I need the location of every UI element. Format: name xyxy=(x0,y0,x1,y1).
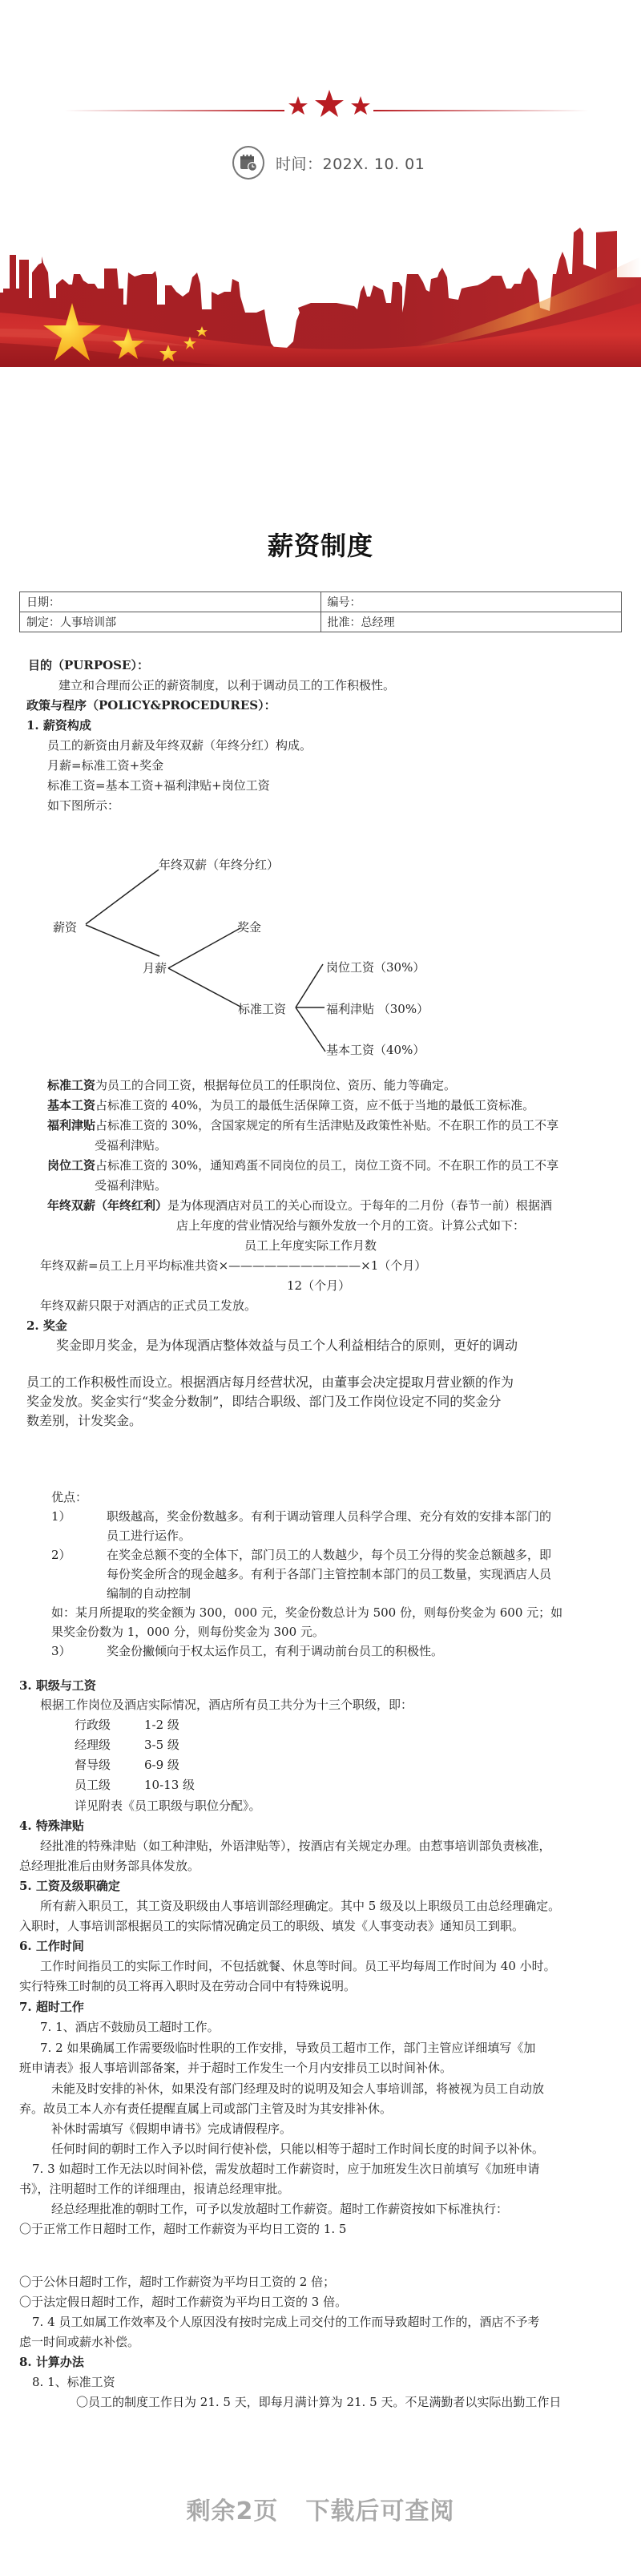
diagram-node-basic: 基本工资（40%） xyxy=(326,1043,425,1057)
s8-1: 8. 1、标准工资 xyxy=(32,2375,115,2389)
date-row xyxy=(232,145,425,180)
s4-line: 总经理批准后由财务部具体发放。 xyxy=(19,1859,200,1873)
remaining-pages-text: 剩余2页 xyxy=(186,2497,279,2526)
level-range: 6-9 级 xyxy=(144,1758,179,1772)
section-5-heading: 5. 工资及级职确定 xyxy=(19,1879,120,1893)
level-name: 行政级 xyxy=(75,1718,111,1732)
s6-line: 工作时间指员工的实际工作时间，不包括就餐、休息等时间。员工平均每周工作时间为 40 小时。 xyxy=(40,1959,556,1973)
s7-2c: 补休时需填写《假期申请书》完成请假程序。 xyxy=(51,2122,292,2136)
s7-1: 7. 1、酒店不鼓励员工超时工作。 xyxy=(40,2020,220,2034)
s7-2b: 弃。故员工本人亦有责任提醒直属上司或部门主管及时为其安排补休。 xyxy=(19,2102,393,2116)
star-icon xyxy=(315,90,344,117)
definition-welfare-cont: 受福利津贴。 xyxy=(95,1138,167,1153)
section-8-heading: 8. 计算办法 xyxy=(19,2355,84,2369)
diagram-node-salary: 薪资 xyxy=(53,920,78,935)
diagram-node-post: 岗位工资（30%） xyxy=(326,960,425,975)
definition-basic: 基本工资占标准工资的 40%，为员工的最低生活保障工资，应不低于当地的最低工资标准。 xyxy=(47,1098,535,1112)
s5-line: 入职时，人事培训部根据员工的实际情况确定员工的职级、填发《人事变动表》通知员工到职。 xyxy=(19,1919,525,1933)
definition-term: 标准工资 xyxy=(47,1078,96,1092)
diagram-edge xyxy=(296,964,323,1007)
s5-line: 所有薪入职员工，其工资及职级由人事培训部经理确定。其中 5 级及以上职级员工由总经理确定。 xyxy=(40,1899,561,1913)
s7-3b: 经总经理批准的朝时工作，可予以发放超时工作薪资。超时工作薪资按如下标准执行： xyxy=(51,2202,509,2216)
section-7-heading: 7. 超时工作 xyxy=(19,2000,84,2014)
overtime-rate: 〇于正常工作日超时工作，超时工作薪资为平均日工资的 1. 5 xyxy=(19,2222,347,2236)
advantage-item: 奖金份撇倾向于权太运作员工，有利于调动前台员工的积极性。 xyxy=(107,1644,444,1658)
advantage-number: 1） xyxy=(51,1509,71,1524)
s7-2: 班申请表》报人事培训部备案，并于超时工作发生一个月内安排员工以时间补休。 xyxy=(19,2061,453,2075)
diagram-edge xyxy=(86,870,159,924)
s2-paragraph: 奖金发放。奖金实行“奖金分数制”，即结合职级、部门及工作岗位设定不同的奖金分 xyxy=(26,1394,502,1409)
diagram-edge xyxy=(86,925,159,956)
s1-line: 月薪=标准工资+奖金 xyxy=(47,758,164,773)
definition-term: 岗位工资 xyxy=(47,1158,96,1173)
level-range: 3-5 级 xyxy=(144,1738,179,1752)
download-prompt[interactable] xyxy=(0,2491,641,2526)
s7-2d: 任何时间的朝时工作入予以时间行使补偿，只能以相等于超时工作时间长度的时间予以补休。 xyxy=(51,2142,545,2156)
purpose-heading: 目的（PURPOSE）： xyxy=(28,658,149,672)
definition-year-end: 年终双薪（年终红利）是为体现酒店对员工的关心而设立。于每年的二月份（春节一前）根据酒 xyxy=(47,1198,553,1213)
advantage-number: 2） xyxy=(51,1548,71,1562)
overtime-rate: 〇于法定假日超时工作，超时工作薪资为平均日工资的 3 倍。 xyxy=(19,2295,348,2309)
definition-post-cont: 受福利津贴。 xyxy=(95,1178,167,1193)
star-icon xyxy=(288,96,308,115)
s7-2b: 未能及时安排的补休，如果没有部门经理及时的说明及知会人事培训部，将被视为员工自动放 xyxy=(51,2081,545,2096)
purpose-text: 建立和合理而公正的薪资制度，以利于调动员工的工作积极性。 xyxy=(58,678,396,692)
s7-3: 7. 3 如超时工作无法以时间补偿，需发放超时工作薪资时，应于加班发生次日前填写《加班申请 xyxy=(32,2162,540,2176)
formula-denominator: 12（个月） xyxy=(287,1278,351,1293)
definition-term: 基本工资 xyxy=(47,1098,96,1112)
s1-line: 标准工资=基本工资+福利津贴+岗位工资 xyxy=(47,778,270,793)
year-end-note: 年终双薪只限于对酒店的正式员工发放。 xyxy=(40,1298,257,1313)
level-name: 督导级 xyxy=(75,1758,111,1772)
definition-post: 岗位工资占标准工资的 30%，通知鸡蛋不同岗位的员工，岗位工资不同。不在职工作的员工不享 xyxy=(47,1158,559,1173)
header-divider-right xyxy=(373,110,588,111)
formula-main: 年终双薪=员工上月平均标准共资×———————————×1（个月） xyxy=(40,1258,427,1273)
document-title: 薪资制度 xyxy=(267,531,373,561)
definition-term: 年终双薪（年终红利） xyxy=(47,1198,168,1213)
section-4-heading: 4. 特殊津贴 xyxy=(19,1819,84,1833)
section-1-heading: 1. 薪资构成 xyxy=(26,718,91,733)
s2-paragraph: 数差别，计发奖金。 xyxy=(26,1413,143,1428)
section-3-heading: 3. 职级与工资 xyxy=(19,1678,96,1693)
diagram-node-year-end: 年终双薪（年终分红） xyxy=(159,858,280,872)
s7-2: 7. 2 如果确属工作需要级临时性职的工作安排，导致员工超市工作，部门主管应详细填写《加 xyxy=(40,2041,536,2055)
s3-see-appendix: 详见附表《员工职级与职位分配》。 xyxy=(75,1799,261,1813)
advantages-label: 优点： xyxy=(51,1490,88,1504)
definition-standard: 标准工资为员工的合同工资，根据每位员工的任职岗位、资历、能力等确定。 xyxy=(47,1078,457,1092)
diagram-edge xyxy=(296,1007,325,1052)
salary-structure-diagram xyxy=(0,850,641,1066)
level-range: 10-13 级 xyxy=(144,1778,196,1792)
s3-intro: 根据工作岗位及酒店实际情况，酒店所有员工共分为十三个职级，即： xyxy=(40,1698,413,1712)
bonus-example: 果奖金份数为 1，000 分，则每份奖金为 300 元。 xyxy=(51,1625,325,1639)
level-range: 1-2 级 xyxy=(144,1718,179,1732)
diagram-edge xyxy=(168,968,240,1007)
diagram-node-standard: 标准工资 xyxy=(238,1002,287,1016)
s7-4: 7. 4 员工如属工作效率及个人原因没有按时完成上司交付的工作而导致超时工作的，酒店不予考 xyxy=(32,2315,540,2329)
section-6-heading: 6. 工作时间 xyxy=(19,1939,84,1953)
advantage-number: 3） xyxy=(51,1644,71,1658)
diagram-node-monthly: 月薪 xyxy=(143,961,167,975)
diagram-edge xyxy=(168,928,240,968)
advantage-item: 员工进行运作。 xyxy=(107,1528,191,1543)
s2-paragraph: 员工的工作积极性而设立。根据酒店每月经营状况，由董事会决定提取月营业额的作为 xyxy=(26,1375,514,1390)
skyline-banner-image xyxy=(0,208,641,367)
meta-approved-by: 批准：总经理 xyxy=(320,612,622,632)
level-name: 员工级 xyxy=(75,1778,111,1792)
s1-line: 员工的新资由月薪及年终双薪（年终分红）构成。 xyxy=(47,738,312,753)
section-2-heading: 2. 奖金 xyxy=(26,1318,67,1333)
overtime-rate: 〇于公休日超时工作，超时工作薪资为平均日工资的 2 倍； xyxy=(19,2275,336,2289)
s1-line: 如下图所示： xyxy=(47,798,120,813)
meta-number: 编号： xyxy=(320,592,622,612)
document-meta-table xyxy=(19,592,622,632)
formula-numerator: 员工上年度实际工作月数 xyxy=(244,1238,377,1253)
diagram-node-welfare: 福利津贴 （30%） xyxy=(326,1002,429,1016)
advantage-item: 职级越高，奖金份数越多。有利于调动管理人员科学合理、充分有效的安排本部门的 xyxy=(107,1509,552,1524)
meta-date: 日期： xyxy=(20,592,321,612)
s2-paragraph: 奖金即月奖金，是为体现酒店整体效益与员工个人利益相结合的原则，更好的调动 xyxy=(56,1338,518,1353)
header-divider-left xyxy=(64,110,284,111)
s8-1a: 〇员工的制度工作日为 21. 5 天，即每月满计算为 21. 5 天。不足满勤者以实际出勤工作日 xyxy=(76,2395,562,2409)
star-icon xyxy=(351,96,370,115)
policy-heading: 政策与程序（POLICY&PROCEDURES）： xyxy=(26,698,276,713)
definition-year-end-cont: 店上年度的营业情况给与额外发放一个月的工资。计算公式如下： xyxy=(176,1218,526,1233)
download-to-view-text: 下载后可查阅 xyxy=(305,2497,455,2526)
definition-welfare: 福利津贴占标准工资的 30%，含国家规定的所有生活津贴及政策性补贴。不在职工作的员工不享 xyxy=(47,1118,559,1133)
advantage-item: 每份奖金所含的现金越多。有利于各部门主管控制本部门的员工数量，实现酒店人员 xyxy=(107,1567,552,1581)
bonus-example: 如：某月所提取的奖金额为 300，000 元，奖金份数总计为 500 份，则每份奖金为 600 元；如 xyxy=(51,1605,563,1620)
level-name: 经理级 xyxy=(75,1738,111,1752)
advantage-item: 编制的自动控制 xyxy=(107,1586,191,1601)
meta-made-by: 制定：人事培训部 xyxy=(20,612,321,632)
diagram-node-bonus: 奖金 xyxy=(237,920,262,935)
header-stars-icon xyxy=(287,90,372,123)
calendar-clock-icon xyxy=(232,146,264,180)
advantage-item: 在奖金总额不变的全体下，部门员工的人数越少，每个员工分得的奖金总额越多，即 xyxy=(107,1548,552,1562)
s7-4: 虑一时间或薪水补偿。 xyxy=(19,2335,140,2349)
s4-line: 经批准的特殊津贴（如工种津贴，外语津贴等），按酒店有关规定办理。由惹事培训部负责核准， xyxy=(40,1839,551,1853)
date-text: 时间：202X. 10. 01 xyxy=(276,155,425,173)
s7-3: 书》，注明超时工作的详细理由，报请总经理审批。 xyxy=(19,2182,290,2196)
s6-line: 实行特殊工时制的员工将再入职时及在劳动合同中有特殊说明。 xyxy=(19,1979,357,1993)
definition-term: 福利津贴 xyxy=(47,1118,96,1133)
